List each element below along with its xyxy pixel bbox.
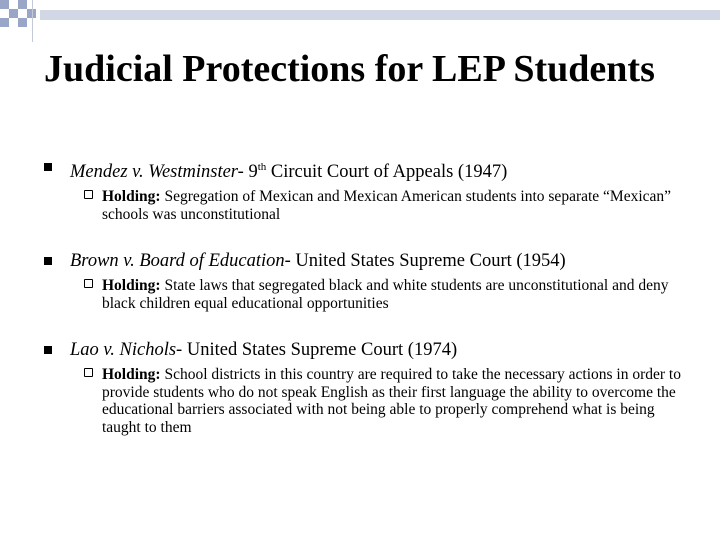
case-name: Brown v. Board of Education: [70, 251, 285, 272]
decor-square: [0, 0, 9, 9]
case-name: Lao v. Nichols: [70, 340, 177, 361]
holding-text: School districts in this country are required to take the necessary actions in order to provide students who do not speak English as their first language the ability to overcome the educational barriers associated with not being able to properly comprehend what is being taught to them: [102, 366, 681, 436]
case-separator: -: [237, 162, 249, 183]
case-heading: [70, 155, 684, 184]
decor-square: [9, 9, 18, 18]
case-separator: -: [284, 251, 296, 272]
case-heading: [70, 338, 684, 362]
case-separator: -: [176, 340, 187, 361]
list-item: [44, 338, 684, 436]
court-name: United States Supreme Court (1974): [186, 340, 458, 361]
decor-bar: [40, 10, 720, 20]
court-ordinal: 9: [248, 162, 258, 183]
court-name: United States Supreme Court (1954): [295, 251, 566, 272]
court-name: Circuit Court of Appeals (1947): [266, 162, 508, 183]
list-item: [44, 249, 684, 312]
slide-title: Judicial Protections for LEP Students: [44, 48, 655, 90]
holding: [84, 188, 684, 223]
square-bullet-icon: [44, 346, 52, 354]
holding-label: Holding:: [102, 277, 161, 295]
holding: [84, 366, 684, 436]
square-bullet-icon: [44, 257, 52, 265]
case-name: Mendez v. Westminster: [70, 162, 238, 183]
holding-label: Holding:: [102, 366, 161, 384]
checkbox-bullet-icon: [84, 190, 93, 199]
holding: [84, 277, 684, 312]
decor-line: [32, 0, 33, 42]
holding-label: Holding:: [102, 188, 161, 206]
holding-text: State laws that segregated black and white students are unconstitutional and deny black children equal educational opportunities: [102, 277, 669, 312]
decor-square: [18, 0, 27, 9]
checkbox-bullet-icon: [84, 368, 93, 377]
list-item: [44, 155, 684, 223]
checkbox-bullet-icon: [84, 279, 93, 288]
slide-content: [44, 155, 684, 436]
holding-text: Segregation of Mexican and Mexican American students into separate “Mexican” schools was unconstitutional: [102, 188, 672, 223]
square-bullet-icon: [44, 163, 52, 171]
slide-decoration: [0, 0, 720, 30]
decor-square: [18, 18, 27, 27]
court-ordinal-suffix: th: [257, 161, 267, 173]
case-heading: [70, 249, 684, 273]
decor-square: [0, 18, 9, 27]
